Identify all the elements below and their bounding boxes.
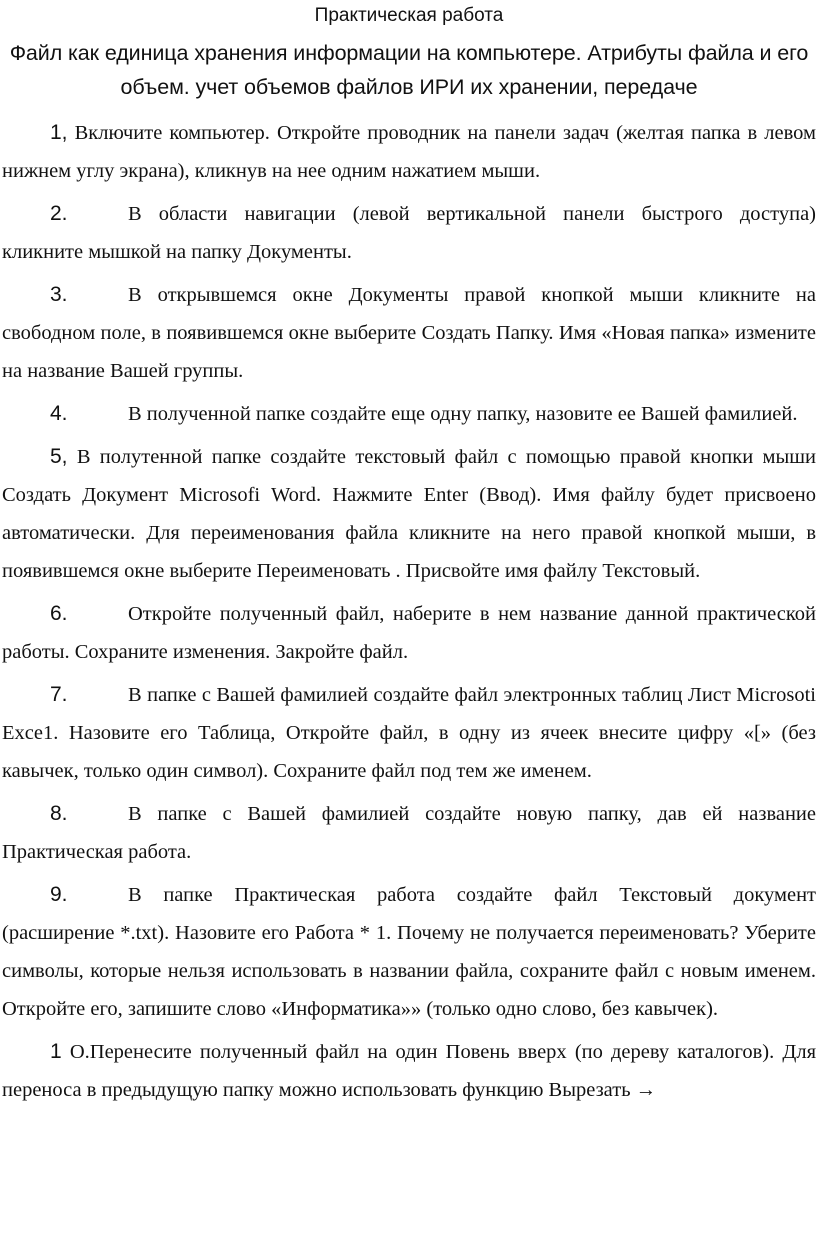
instruction-item [2, 795, 816, 871]
item-number: 5, [50, 445, 68, 468]
item-number: 7. [50, 683, 68, 706]
item-text: В области навигации (левой вертикальной панели быстрого доступа) кликните мышкой на папку Документы. [2, 203, 816, 263]
item-text: В полутенной папке создайте текстовый файл с помощью правой кнопки мыши Создать Документ Microsofi Word. Нажмите Enter (Ввод). Имя файлу будет присвоено автоматически. Для переименования файла кликните на него правой кнопкой мыши, в появившемся окне выберите Переименовать . Присвойте имя файлу Текстовый. [2, 446, 816, 582]
instruction-item [2, 876, 816, 1028]
item-text: В открывшемся окне Документы правой кнопкой мыши кликните на свободном поле, в появившемся окне выберите Создать Папку. Имя «Новая папка» измените на название Вашей группы. [2, 284, 816, 382]
instruction-item [2, 438, 816, 590]
item-text: Включите компьютер. Откройте проводник на панели задач (желтая папка в левом нижнем углу экрана), кликнув на нее одним нажатием мыши. [2, 122, 816, 182]
instruction-item [2, 195, 816, 271]
instruction-item [2, 676, 816, 790]
item-text: В полученной папке создайте еще одну папку, назовите ее Вашей фамилией. [128, 403, 798, 425]
item-text: Откройте полученный файл, наберите в нем название данной практической работы. Сохраните изменения. Закройте файл. [2, 603, 816, 663]
instructions-list [2, 114, 816, 1109]
item-number: 8. [50, 802, 68, 825]
document-title: Файл как единица хранения информации на компьютере. Атрибуты файла и его объем. учет объемов файлов ИРИ их хранении, передаче [9, 41, 809, 99]
item-number: 4. [50, 402, 68, 425]
item-text: О.Перенесите полученный файл на один Повень вверх (по дереву каталогов). Для переноса в предыдущую папку можно использовать функцию Вырезать → [2, 1041, 816, 1101]
instruction-item [2, 276, 816, 390]
item-number: 9. [50, 883, 68, 906]
page-heading: Практическая работа [314, 5, 504, 26]
item-text: В папке с Вашей фамилией создайте новую папку, дав ей название Практическая работа. [2, 803, 816, 863]
item-number: 1 [50, 1040, 62, 1063]
item-number: 1, [50, 121, 68, 144]
instruction-item [2, 395, 816, 433]
instruction-item [2, 595, 816, 671]
item-number: 2. [50, 202, 68, 225]
item-number: 3. [50, 283, 68, 306]
item-text: В папке с Вашей фамилией создайте файл электронных таблиц Лист Microsoti Excе1. Назовите его Таблица, Откройте файл, в одну из ячеек внесите цифру «[» (без кавычек, только один символ). Сохраните файл под тем же именем. [2, 684, 816, 782]
instruction-item [2, 114, 816, 190]
item-text: В папке Практическая работа создайте файл Текстовый документ (расширение *.txt). Назовите его Работа * 1. Почему не получается переименовать? Уберите символы, которые нельзя использовать в названии файла, сохраните файл с новым именем. Откройте его, запишите слово «Информатика»» (только одно слово, без кавычек). [2, 884, 816, 1020]
instruction-item [2, 1033, 816, 1109]
item-number: 6. [50, 602, 68, 625]
